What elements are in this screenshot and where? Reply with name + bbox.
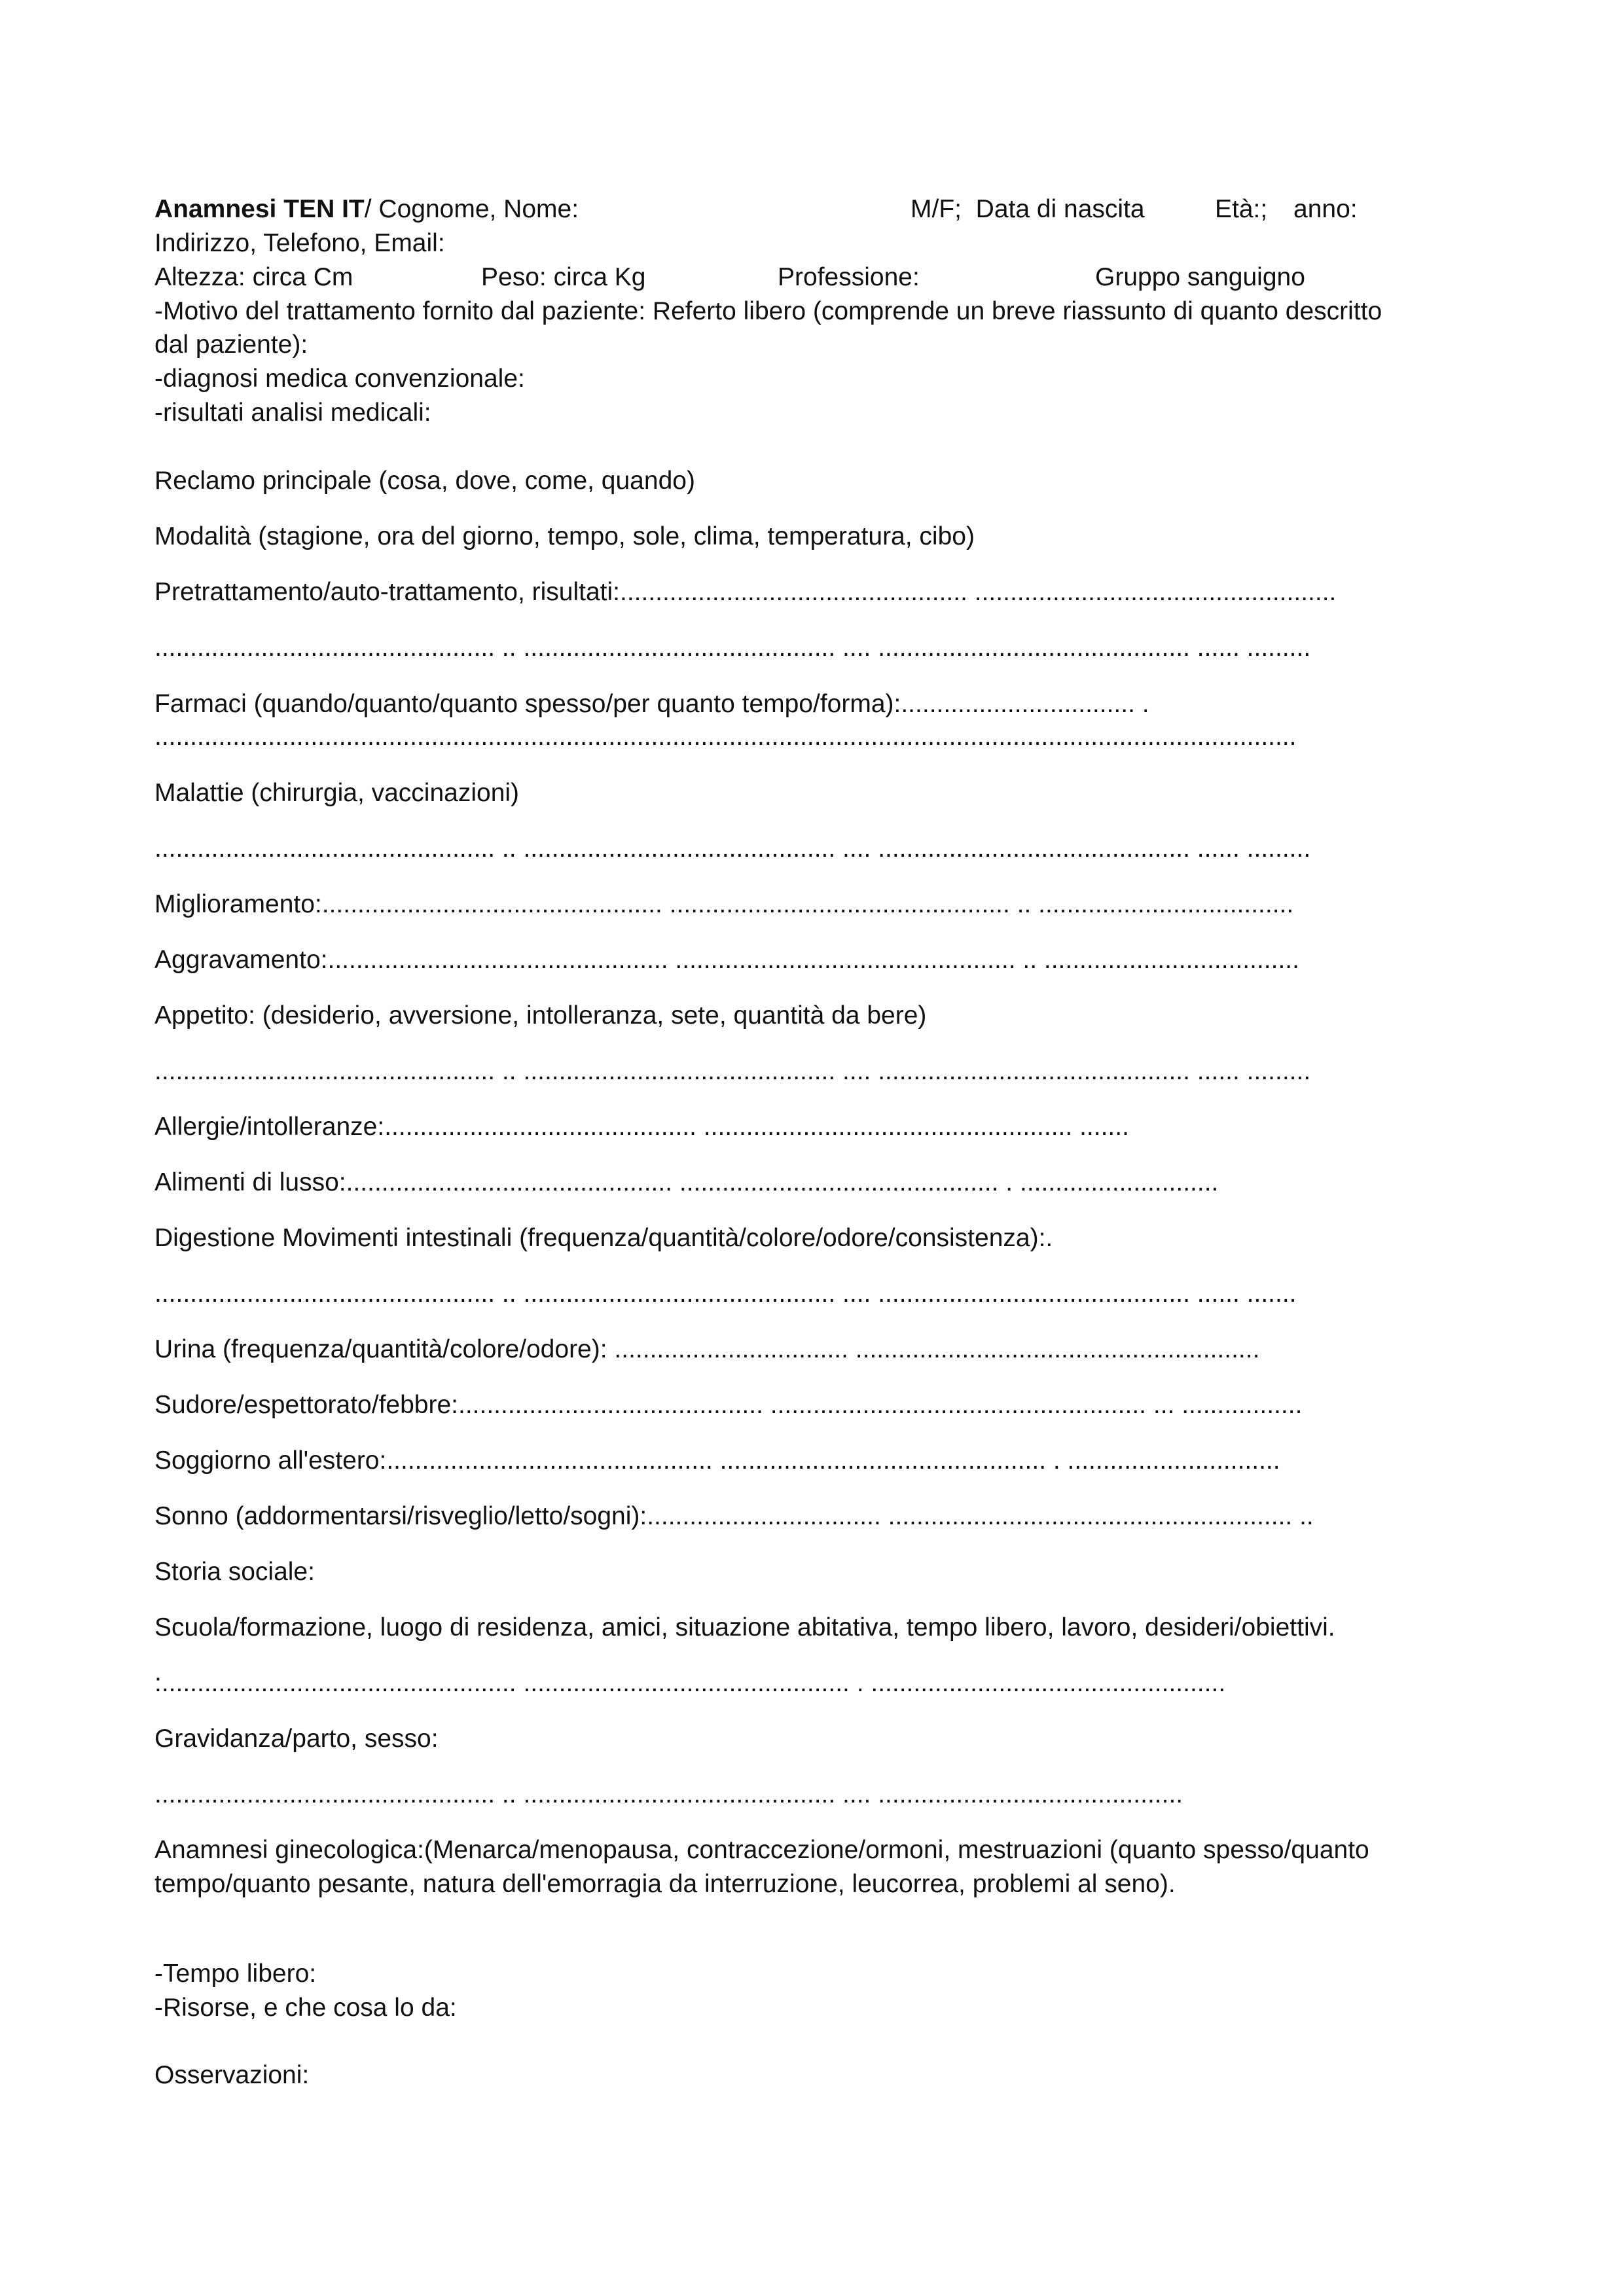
luxury-food-line: Alimenti di lusso:.............................................. ............................................. . ............................ xyxy=(154,1168,1219,1196)
diseases-dots: ................................................ .. ............................................ .... ............................................ ...... ......... xyxy=(154,834,1311,863)
drugs-line: Farmaci (quando/quanto/quanto spesso/per quanto tempo/forma):................................. . xyxy=(154,690,1149,718)
pretreatment-line: Pretrattamento/auto-trattamento, risultati:................................................. ................................................... xyxy=(154,578,1337,606)
gynecology-line-2: tempo/quanto pesante, natura dell'emorragia da interruzione, leucorrea, problemi al seno). xyxy=(154,1870,1176,1898)
resources-label: -Risorse, e che cosa lo da: xyxy=(154,1994,457,2022)
worsening-line: Aggravamento:................................................ ................................................ .. .................................... xyxy=(154,946,1299,974)
form-title: Anamnesi TEN IT xyxy=(154,195,365,223)
blood-group-label: Gruppo sanguigno xyxy=(1095,263,1305,291)
improvement-line: Miglioramento:................................................ ................................................ .. .................................... xyxy=(154,890,1294,918)
name-label: / Cognome, Nome: xyxy=(364,195,579,223)
profession-label: Professione: xyxy=(778,263,920,291)
sex-dob-label: M/F; Data di nascita xyxy=(911,195,1145,223)
digestion-label: Digestione Movimenti intestinali (frequenza/quantità/colore/odore/consistenza):. xyxy=(154,1224,1053,1252)
drugs-dots: ................................................................................................................................................................. xyxy=(154,723,1297,751)
reason-line-1: -Motivo del trattamento fornito dal paziente: Referto libero (comprende un breve riassunto di quanto descritto xyxy=(154,297,1382,325)
free-time-label: -Tempo libero: xyxy=(154,1960,317,1988)
abroad-line: Soggiorno all'estero:.............................................. .............................................. . .............................. xyxy=(154,1446,1280,1475)
social-history-label: Storia sociale: xyxy=(154,1558,315,1586)
reason-line-2: dal paziente): xyxy=(154,331,308,359)
diseases-label: Malattie (chirurgia, vaccinazioni) xyxy=(154,779,520,807)
sweat-line: Sudore/espettorato/febbre:........................................... ..................................................... ... ................. xyxy=(154,1391,1303,1419)
school-dots: :.................................................. .............................................. . .................................................. xyxy=(154,1669,1226,1697)
gynecology-line-1: Anamnesi ginecologica:(Menarca/menopausa, contraccezione/ormoni, mestruazioni (quanto spesso/quanto xyxy=(154,1836,1369,1864)
diagnosis-label: -diagnosi medica convenzionale: xyxy=(154,365,525,393)
modalities-label: Modalità (stagione, ora del giorno, tempo, sole, clima, temperatura, cibo) xyxy=(154,522,975,550)
analysis-label: -risultati analisi medicali: xyxy=(154,399,431,427)
appetite-label: Appetito: (desiderio, avversione, intolleranza, sete, quantità da bere) xyxy=(154,1001,927,1030)
observations-label: Osservazioni: xyxy=(154,2061,310,2089)
allergies-line: Allergie/intolleranze:............................................ .................................................... ....... xyxy=(154,1113,1129,1141)
contact-label: Indirizzo, Telefono, Email: xyxy=(154,229,445,257)
pretreatment-dots: ................................................ .. ............................................ .... ............................................ ...... ......... xyxy=(154,634,1311,662)
school-label: Scuola/formazione, luogo di residenza, amici, situazione abitativa, tempo libero, lavoro, desideri/obiettivi. xyxy=(154,1613,1335,1641)
urine-line: Urina (frequenza/quantità/colore/odore): ................................. ......................................................... xyxy=(154,1335,1260,1363)
pregnancy-dots: ................................................ .. ............................................ .... ........................................... xyxy=(154,1780,1183,1808)
header-row-1 xyxy=(154,196,579,222)
digestion-dots: ................................................ .. ............................................ .... ............................................ ...... ....... xyxy=(154,1280,1297,1308)
weight-label: Peso: circa Kg xyxy=(481,263,646,291)
main-complaint-label: Reclamo principale (cosa, dove, come, quando) xyxy=(154,467,695,495)
pregnancy-label: Gravidanza/parto, sesso: xyxy=(154,1725,439,1753)
year-label: anno: xyxy=(1293,195,1358,223)
age-label: Età:; xyxy=(1215,195,1268,223)
sleep-line: Sonno (addormentarsi/risveglio/letto/sogni):................................. ......................................................... .. xyxy=(154,1502,1314,1530)
height-label: Altezza: circa Cm xyxy=(154,263,353,291)
appetite-dots: ................................................ .. ............................................ .... ............................................ ...... ......... xyxy=(154,1057,1311,1085)
